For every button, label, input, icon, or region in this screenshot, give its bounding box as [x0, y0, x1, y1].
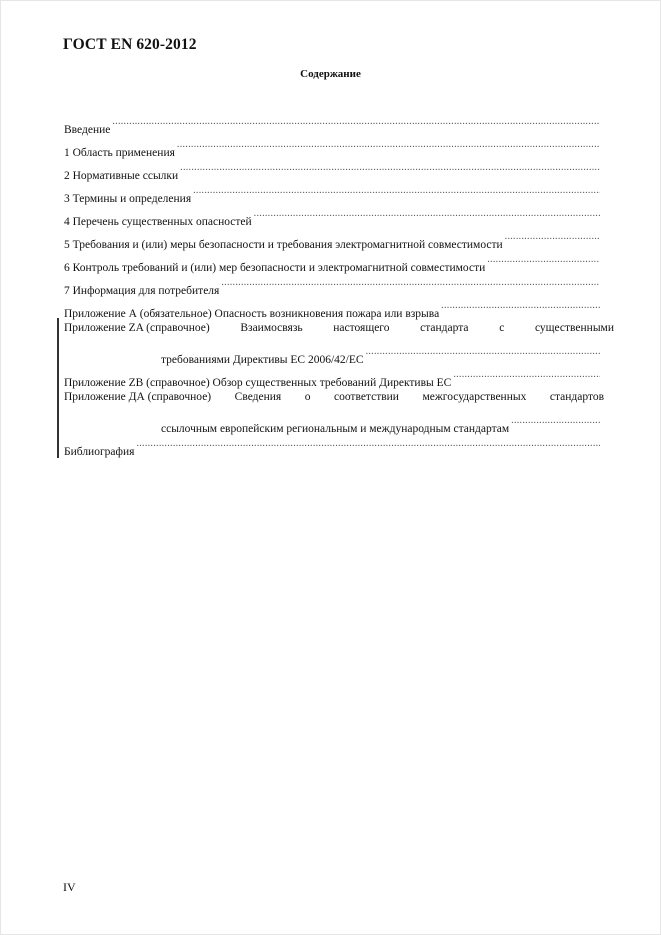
toc-entry-bibliography[interactable] [64, 432, 600, 458]
annex-za-word: Взаимосвязь [240, 322, 303, 334]
toc-entry-text: Библиография [64, 446, 135, 458]
annex-da-word: соответствии [333, 391, 399, 403]
change-bar [57, 318, 59, 458]
annex-da-word: стандартов [549, 391, 604, 403]
annex-da-word: межгосударственных [422, 391, 527, 403]
dot-leader [453, 363, 600, 386]
toc-entry-text: 7 Информация для потребителя [64, 285, 220, 297]
toc-entry-scope[interactable] [64, 133, 600, 159]
dot-leader [441, 294, 600, 317]
page-number: IV [63, 880, 76, 894]
dot-leader [366, 340, 600, 363]
annex-da-word: Сведения [234, 391, 282, 403]
annex-za-word: настоящего [333, 322, 390, 334]
dot-leader [221, 271, 600, 294]
toc-entry-text: требованиями Директивы ЕС 2006/42/ЕС [161, 354, 364, 366]
toc-entry-text: 2 Нормативные ссылки [64, 170, 179, 182]
annex-za-word: существенными [534, 322, 614, 334]
dot-leader [177, 133, 600, 156]
annex-za-first-line [64, 317, 614, 340]
annex-za-word: с [499, 322, 505, 334]
toc-entry-text: Введение [64, 124, 111, 136]
annex-za-word: стандарта [420, 322, 469, 334]
toc-entry-text: 5 Требования и (или) меры безопасности и требования электромагнитной совместимости [64, 239, 503, 251]
dot-leader [505, 225, 600, 248]
table-of-contents [64, 110, 614, 458]
dot-leader [254, 202, 600, 225]
toc-entry-text: 4 Перечень существенных опасностей [64, 216, 252, 228]
annex-za-continuation [161, 340, 600, 366]
toc-entry-text: 6 Контроль требований и (или) мер безопасности и электромагнитной совместимости [64, 262, 486, 274]
dot-leader [112, 110, 600, 133]
dot-leader [136, 432, 600, 455]
toc-title: Содержание [300, 68, 361, 80]
toc-entry-text: Приложение А (обязательное) Опасность возникновения пожара или взрыва [64, 308, 440, 320]
toc-entry-introduction[interactable] [64, 110, 600, 136]
annex-da-first-line [64, 386, 604, 409]
toc-entry-text: 1 Область применения [64, 147, 175, 159]
annex-za-word: Приложение ZA (справочное) [64, 322, 210, 334]
dot-leader [511, 409, 600, 432]
standard-code-header: ГОСТ EN 620-2012 [63, 36, 197, 53]
toc-entry-text: ссылочным европейским региональным и международным стандартам [161, 423, 510, 435]
dot-leader [193, 179, 600, 202]
annex-da-continuation [161, 409, 600, 435]
toc-entry-text: 3 Термины и определения [64, 193, 192, 205]
annex-da-word: Приложение ДА (справочное) [64, 391, 212, 403]
dot-leader [180, 156, 600, 179]
dot-leader [487, 248, 600, 271]
toc-entry-text: Приложение ZB (справочное) Обзор существенных требований Директивы ЕС [64, 377, 452, 389]
annex-da-word: о [304, 391, 311, 403]
